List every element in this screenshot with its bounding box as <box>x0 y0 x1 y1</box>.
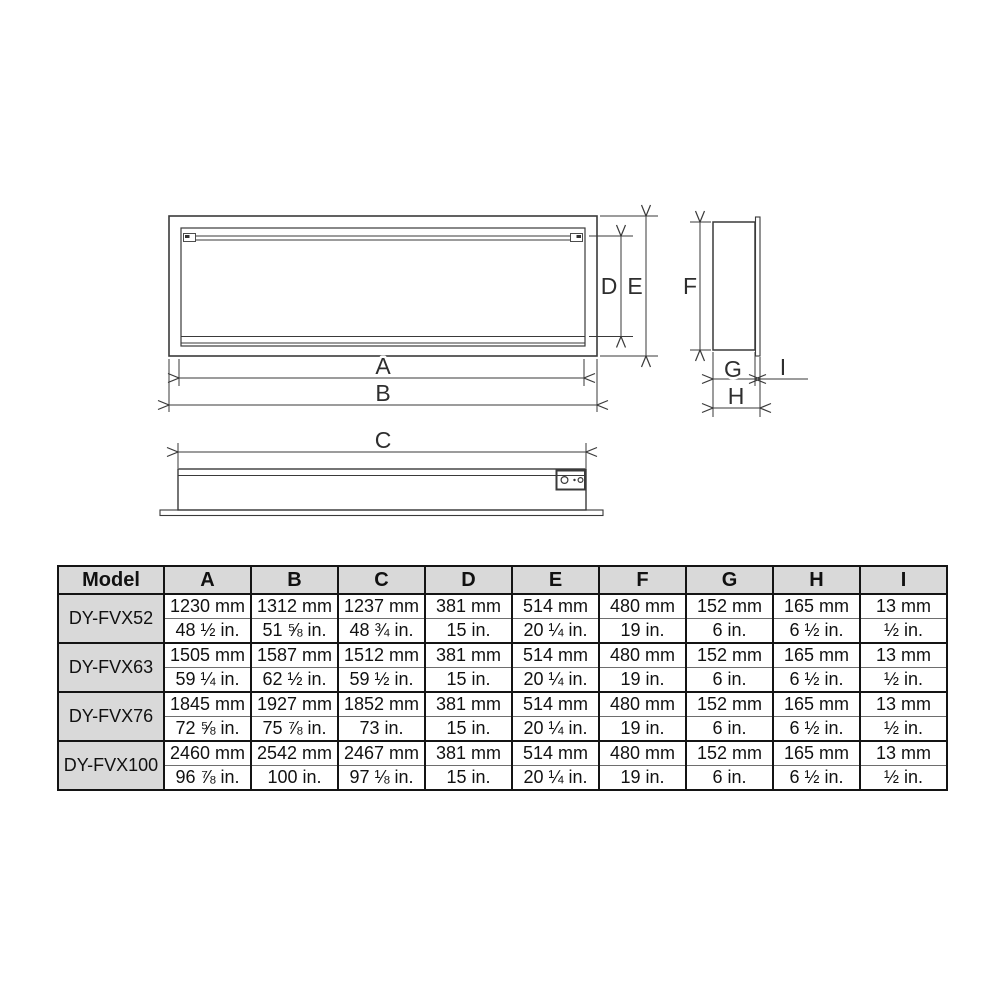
side-flange <box>756 217 761 356</box>
column-header: B <box>251 566 338 594</box>
table-cell: 165 mm <box>773 741 860 766</box>
table-cell: 514 mm <box>512 692 599 717</box>
table-cell: ½ in. <box>860 717 947 742</box>
table-cell: 6 in. <box>686 619 773 644</box>
table-cell: 19 in. <box>599 668 686 693</box>
table-cell: 152 mm <box>686 741 773 766</box>
front-outer-frame <box>169 216 597 356</box>
table-cell: 1505 mm <box>164 643 251 668</box>
dim-label-d: D <box>600 273 618 299</box>
light-bar-clip-left <box>184 234 196 242</box>
table-cell: 13 mm <box>860 741 947 766</box>
table-row <box>58 741 947 766</box>
table-cell: 514 mm <box>512 741 599 766</box>
table-cell: 165 mm <box>773 594 860 619</box>
model-name-cell: DY-FVX52 <box>58 594 164 643</box>
dim-label-i: I <box>779 354 787 380</box>
dim-label-c: C <box>374 427 392 453</box>
table-cell: 20 ¼ in. <box>512 766 599 791</box>
column-header-model: Model <box>58 566 164 594</box>
table-cell: 1230 mm <box>164 594 251 619</box>
dim-label-e: E <box>627 273 643 299</box>
table-cell: 96 ⅞ in. <box>164 766 251 791</box>
table-cell: 2460 mm <box>164 741 251 766</box>
column-header: A <box>164 566 251 594</box>
table-cell: 73 in. <box>338 717 425 742</box>
table-cell: 20 ¼ in. <box>512 668 599 693</box>
junction-box-dot <box>573 479 575 481</box>
spec-table-container <box>57 565 948 791</box>
side-body <box>713 222 755 350</box>
table-cell: 59 ½ in. <box>338 668 425 693</box>
table-row <box>58 594 947 619</box>
front-view-drawing <box>169 216 597 356</box>
side-view-drawing <box>713 217 760 356</box>
table-cell: 165 mm <box>773 643 860 668</box>
column-header: F <box>599 566 686 594</box>
table-cell: 13 mm <box>860 594 947 619</box>
table-cell: 15 in. <box>425 619 512 644</box>
table-cell: 165 mm <box>773 692 860 717</box>
table-cell: 51 ⅝ in. <box>251 619 338 644</box>
table-cell: 152 mm <box>686 594 773 619</box>
table-cell: ½ in. <box>860 766 947 791</box>
dim-label-g: G <box>724 356 742 382</box>
table-cell: 48 ¾ in. <box>338 619 425 644</box>
table-cell: 6 ½ in. <box>773 668 860 693</box>
table-cell: 6 in. <box>686 766 773 791</box>
column-header: G <box>686 566 773 594</box>
table-header-row <box>58 566 947 594</box>
table-cell: 6 ½ in. <box>773 766 860 791</box>
dim-label-f: F <box>682 273 698 299</box>
table-cell: 15 in. <box>425 668 512 693</box>
top-view-drawing <box>160 469 603 516</box>
table-row <box>58 643 947 668</box>
table-cell: 1512 mm <box>338 643 425 668</box>
table-cell: 1927 mm <box>251 692 338 717</box>
table-cell: 381 mm <box>425 643 512 668</box>
mounting-flange-plate <box>160 510 603 516</box>
table-cell: 15 in. <box>425 766 512 791</box>
table-cell: 152 mm <box>686 643 773 668</box>
column-header: E <box>512 566 599 594</box>
table-cell: 59 ¼ in. <box>164 668 251 693</box>
dimension-i <box>760 354 808 380</box>
table-cell: 6 ½ in. <box>773 717 860 742</box>
dim-label-a: A <box>375 353 391 379</box>
table-cell: 1845 mm <box>164 692 251 717</box>
table-cell: 100 in. <box>251 766 338 791</box>
column-header: I <box>860 566 947 594</box>
model-name-cell: DY-FVX63 <box>58 643 164 692</box>
front-inner-frame <box>181 228 585 346</box>
table-cell: 75 ⅞ in. <box>251 717 338 742</box>
dim-label-b: B <box>375 380 391 406</box>
dimension-c <box>178 427 586 468</box>
table-cell: ½ in. <box>860 619 947 644</box>
model-name-cell: DY-FVX76 <box>58 692 164 741</box>
table-cell: 381 mm <box>425 692 512 717</box>
column-header: D <box>425 566 512 594</box>
table-cell: 1237 mm <box>338 594 425 619</box>
table-row <box>58 692 947 717</box>
column-header: C <box>338 566 425 594</box>
table-cell: 19 in. <box>599 619 686 644</box>
junction-box-hole <box>561 477 568 484</box>
table-cell: 20 ¼ in. <box>512 717 599 742</box>
table-cell: 13 mm <box>860 692 947 717</box>
table-row <box>58 619 947 644</box>
table-row <box>58 668 947 693</box>
table-cell: 97 ⅛ in. <box>338 766 425 791</box>
table-cell: 48 ½ in. <box>164 619 251 644</box>
dimensions-table <box>57 565 948 791</box>
light-bar-clip-right <box>571 234 583 242</box>
table-cell: 20 ¼ in. <box>512 619 599 644</box>
table-row <box>58 717 947 742</box>
table-cell: 15 in. <box>425 717 512 742</box>
table-cell: 1312 mm <box>251 594 338 619</box>
table-cell: 480 mm <box>599 594 686 619</box>
table-cell: 1852 mm <box>338 692 425 717</box>
table-cell: 72 ⅝ in. <box>164 717 251 742</box>
table-cell: 62 ½ in. <box>251 668 338 693</box>
table-cell: 514 mm <box>512 643 599 668</box>
table-cell: 1587 mm <box>251 643 338 668</box>
dim-label-h: H <box>727 383 745 409</box>
table-cell: 19 in. <box>599 717 686 742</box>
column-header: H <box>773 566 860 594</box>
table-cell: 152 mm <box>686 692 773 717</box>
table-cell: 6 ½ in. <box>773 619 860 644</box>
table-cell: 19 in. <box>599 766 686 791</box>
dimension-f <box>683 222 711 350</box>
table-cell: 6 in. <box>686 668 773 693</box>
table-cell: 13 mm <box>860 643 947 668</box>
table-cell: 381 mm <box>425 741 512 766</box>
table-cell: 6 in. <box>686 717 773 742</box>
table-cell: ½ in. <box>860 668 947 693</box>
table-cell: 480 mm <box>599 692 686 717</box>
table-cell: 514 mm <box>512 594 599 619</box>
table-row <box>58 766 947 791</box>
junction-box-hole <box>578 478 583 483</box>
model-name-cell: DY-FVX100 <box>58 741 164 790</box>
table-cell: 480 mm <box>599 741 686 766</box>
table-cell: 381 mm <box>425 594 512 619</box>
table-cell: 480 mm <box>599 643 686 668</box>
table-cell: 2542 mm <box>251 741 338 766</box>
table-cell: 2467 mm <box>338 741 425 766</box>
